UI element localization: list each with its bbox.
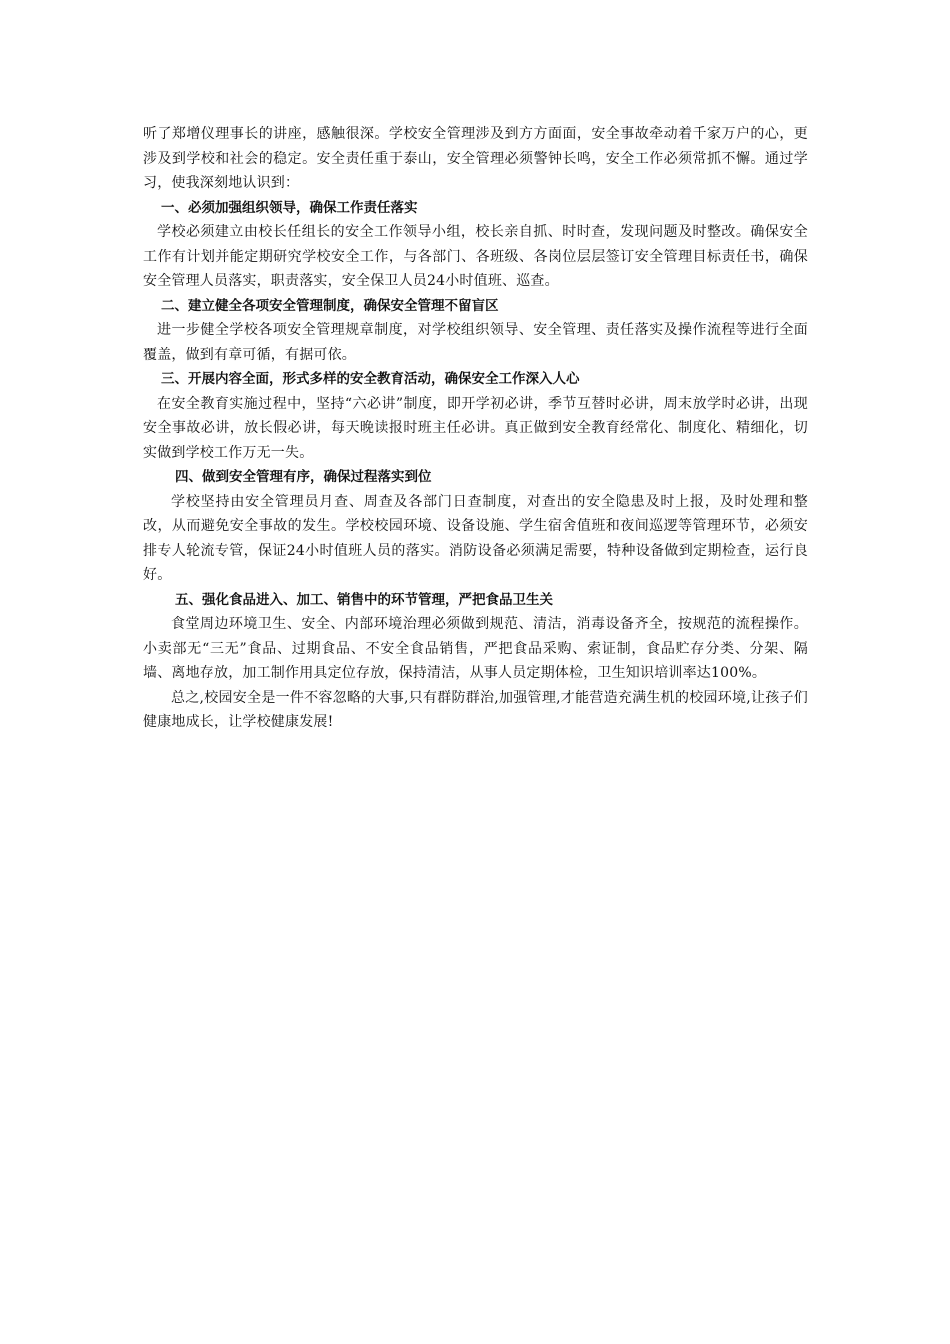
section-5-body: 食堂周边环境卫生、安全、内部环境治理必须做到规范、清洁，消毒设备齐全，按规范的流程操作。小卖部无“三无”食品、过期食品、不安全食品销售，严把食品采购、索证制，食品贮存分类、分架、隔墙、离地存放，加工制作用具定位存放，保持清洁，从事人员定期体检，卫生知识培训率达100%。 [143, 616, 808, 681]
section-1-body: 学校必须建立由校长任组长的安全工作领导小组，校长亲自抓、时时查，发现问题及时整改。确保安全工作有计划并能定期研究学校安全工作，与各部门、各班级、各岗位层层签订安全管理目标责任书，确保安全管理人员落实，职责落实，安全保卫人员24小时值班、巡查。 [143, 224, 808, 289]
intro-paragraph: 听了郑增仪理事长的讲座，感触很深。学校安全管理涉及到方方面面，安全事故牵动着千家万户的心，更涉及到学校和社会的稳定。安全责任重于泰山，安全管理必须警钟长鸣，安全工作必须常抓不懈。通过学习，使我深刻地认识到： [143, 126, 808, 191]
section-5-heading: 五、强化食品进入、加工、销售中的环节管理，严把食品卫生关 [175, 591, 553, 608]
section-4-heading: 四、做到安全管理有序，确保过程落实到位 [175, 469, 432, 485]
section-2-body: 进一步健全学校各项安全管理规章制度，对学校组织领导、安全管理、责任落实及操作流程等进行全面覆盖，做到有章可循，有据可依。 [143, 322, 808, 363]
section-1-heading: 一、必须加强组织领导，确保工作责任落实 [161, 199, 418, 216]
document-page [143, 122, 808, 735]
section-4-body: 学校坚持由安全管理员月查、周查及各部门日查制度，对查出的安全隐患及时上报，及时处理和整改，从而避免安全事故的发生。学校校园环境、设备设施、学生宿舍值班和夜间巡逻等管理环节，必须安排专人轮流专管，保证24小时值班人员的落实。消防设备必须满足需要，特种设备做到定期检查，运行良好。 [143, 493, 808, 583]
section-3-body: 在安全教育实施过程中，坚持“六必讲”制度，即开学初必讲，季节互替时必讲，周末放学时必讲，出现安全事故必讲，放长假必讲，每天晚读报时班主任必讲。真正做到安全教育经常化、制度化、精细化，切实做到学校工作万无一失。 [143, 395, 808, 461]
section-3-heading: 三、开展内容全面，形式多样的安全教育活动，确保安全工作深入人心 [161, 371, 580, 387]
section-2-heading: 二、建立健全各项安全管理制度，确保安全管理不留盲区 [161, 297, 499, 314]
conclusion-paragraph: 总之,校园安全是一件不容忽略的大事,只有群防群治,加强管理,才能营造充满生机的校园环境,让孩子们健康地成长，让学校健康发展! [143, 689, 808, 730]
